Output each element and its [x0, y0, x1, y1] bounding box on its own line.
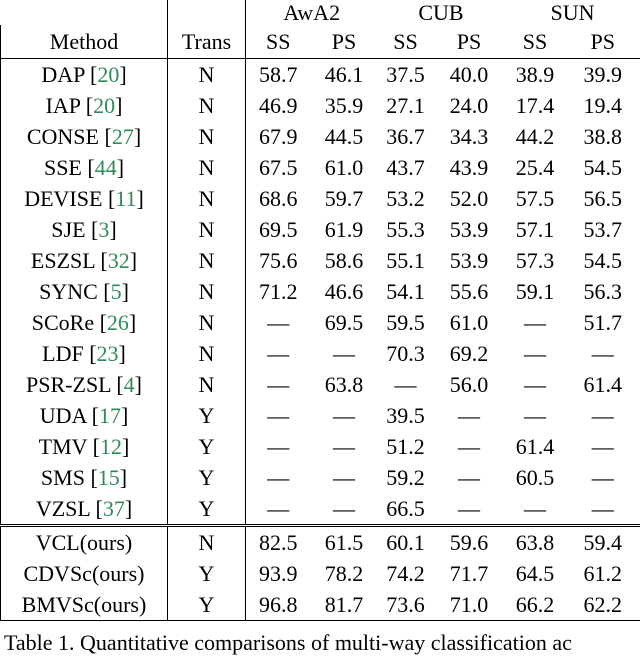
score-cell-cub-ss: 53.2 — [378, 183, 434, 214]
score-cell-sun-ps: 56.5 — [566, 183, 640, 214]
table-row — [1, 152, 640, 183]
score-cell-awa2-ps: 61.0 — [311, 152, 378, 183]
method-cell — [1, 369, 168, 400]
trans-cell: Y — [168, 558, 246, 589]
trans-cell: N — [168, 245, 246, 276]
trans-cell: N — [168, 307, 246, 338]
trans-cell: N — [168, 276, 246, 307]
score-cell-awa2-ss: 67.5 — [246, 152, 311, 183]
score-cell-awa2-ps: 78.2 — [311, 558, 378, 589]
method-name: BMVSc(ours) — [22, 592, 147, 617]
method-cell — [1, 589, 168, 621]
method-name: IAP — [46, 93, 81, 118]
score-cell-awa2-ss: 58.7 — [246, 59, 311, 91]
score-cell-sun-ps: 59.4 — [566, 526, 640, 559]
method-cell — [1, 493, 168, 526]
citation-link[interactable]: 5 — [111, 279, 122, 304]
table-row — [1, 589, 640, 621]
citation-bracket: [4] — [116, 372, 142, 397]
method-cell — [1, 183, 168, 214]
trans-cell: Y — [168, 493, 246, 526]
score-cell-cub-ss: 27.1 — [378, 90, 434, 121]
score-cell-sun-ss: — — [505, 369, 566, 400]
score-cell-cub-ss: 73.6 — [378, 589, 434, 621]
score-cell-sun-ps: 38.8 — [566, 121, 640, 152]
score-cell-awa2-ps: — — [311, 431, 378, 462]
score-cell-cub-ss: 66.5 — [378, 493, 434, 526]
score-cell-cub-ss: 55.1 — [378, 245, 434, 276]
score-cell-cub-ss: 59.2 — [378, 462, 434, 493]
trans-cell: N — [168, 183, 246, 214]
score-cell-awa2-ps: 58.6 — [311, 245, 378, 276]
score-cell-awa2-ps: 46.1 — [311, 59, 378, 91]
citation-bracket: [5] — [103, 279, 129, 304]
citation-bracket: [20] — [86, 93, 123, 118]
score-cell-cub-ps: 69.2 — [434, 338, 505, 369]
score-cell-cub-ss: 59.5 — [378, 307, 434, 338]
score-cell-cub-ps: 40.0 — [434, 59, 505, 91]
citation-link[interactable]: 26 — [107, 310, 129, 335]
score-cell-sun-ps: 56.3 — [566, 276, 640, 307]
column-header-row — [1, 25, 640, 59]
citation-link[interactable]: 20 — [93, 93, 115, 118]
score-cell-sun-ss: 59.1 — [505, 276, 566, 307]
score-cell-sun-ps: 39.9 — [566, 59, 640, 91]
score-cell-awa2-ss: — — [246, 462, 311, 493]
table-row — [1, 526, 640, 559]
citation-link[interactable]: 23 — [97, 341, 119, 366]
score-cell-cub-ss: 43.7 — [378, 152, 434, 183]
group-header-sun: SUN — [505, 0, 640, 25]
method-cell — [1, 431, 168, 462]
trans-cell: N — [168, 152, 246, 183]
table-row — [1, 400, 640, 431]
score-cell-awa2-ps: 81.7 — [311, 589, 378, 621]
table-row — [1, 493, 640, 526]
score-cell-awa2-ss: — — [246, 431, 311, 462]
group-header-row — [1, 0, 640, 25]
citation-bracket: [11] — [108, 186, 144, 211]
score-cell-awa2-ss: 68.6 — [246, 183, 311, 214]
citation-bracket: [27] — [104, 124, 141, 149]
citation-link[interactable]: 32 — [108, 248, 130, 273]
citation-link[interactable]: 27 — [112, 124, 134, 149]
score-cell-awa2-ps: 61.9 — [311, 214, 378, 245]
score-cell-sun-ss: 60.5 — [505, 462, 566, 493]
score-cell-sun-ss: 61.4 — [505, 431, 566, 462]
score-cell-awa2-ss: 93.9 — [246, 558, 311, 589]
trans-cell: N — [168, 121, 246, 152]
citation-link[interactable]: 11 — [115, 186, 136, 211]
score-cell-cub-ps: — — [434, 462, 505, 493]
score-cell-awa2-ps: 59.7 — [311, 183, 378, 214]
trans-cell: N — [168, 526, 246, 559]
table-row — [1, 369, 640, 400]
citation-link[interactable]: 15 — [98, 465, 120, 490]
method-name: SJE — [51, 217, 85, 242]
score-cell-awa2-ps: — — [311, 338, 378, 369]
score-cell-cub-ss: 51.2 — [378, 431, 434, 462]
score-cell-awa2-ps: 46.6 — [311, 276, 378, 307]
method-name: LDF — [42, 341, 84, 366]
table-row — [1, 183, 640, 214]
score-cell-cub-ss: 60.1 — [378, 526, 434, 559]
score-cell-cub-ss: 39.5 — [378, 400, 434, 431]
trans-cell: N — [168, 90, 246, 121]
score-cell-awa2-ss: — — [246, 338, 311, 369]
score-cell-awa2-ss: — — [246, 369, 311, 400]
method-name: SSE — [44, 155, 82, 180]
score-cell-awa2-ps: 69.5 — [311, 307, 378, 338]
score-cell-cub-ps: 71.7 — [434, 558, 505, 589]
score-cell-cub-ss: 54.1 — [378, 276, 434, 307]
method-cell — [1, 245, 168, 276]
score-cell-sun-ss: 66.2 — [505, 589, 566, 621]
trans-cell: N — [168, 214, 246, 245]
citation-bracket: [23] — [89, 341, 126, 366]
trans-cell: Y — [168, 462, 246, 493]
score-cell-sun-ss: 38.9 — [505, 59, 566, 91]
score-cell-awa2-ps: 35.9 — [311, 90, 378, 121]
score-cell-awa2-ss: 82.5 — [246, 526, 311, 559]
table-row — [1, 558, 640, 589]
citation-link[interactable]: 37 — [103, 496, 125, 521]
citation-link[interactable]: 44 — [95, 155, 117, 180]
score-cell-sun-ss: 57.1 — [505, 214, 566, 245]
trans-cell: N — [168, 59, 246, 91]
citation-bracket: [12] — [93, 434, 130, 459]
score-cell-sun-ps: 51.7 — [566, 307, 640, 338]
score-cell-sun-ps: 53.7 — [566, 214, 640, 245]
score-cell-awa2-ss: — — [246, 493, 311, 526]
score-cell-sun-ss: — — [505, 338, 566, 369]
column-header-method: Method — [1, 25, 168, 59]
method-name: TMV — [39, 434, 88, 459]
table-row — [1, 90, 640, 121]
score-cell-sun-ss: 64.5 — [505, 558, 566, 589]
score-cell-cub-ps: — — [434, 400, 505, 431]
score-cell-sun-ss: 17.4 — [505, 90, 566, 121]
table-row — [1, 462, 640, 493]
score-cell-awa2-ps: — — [311, 400, 378, 431]
score-cell-awa2-ss: — — [246, 400, 311, 431]
score-cell-sun-ss: 57.3 — [505, 245, 566, 276]
citation-link[interactable]: 17 — [99, 403, 121, 428]
score-cell-awa2-ps: 61.5 — [311, 526, 378, 559]
score-cell-sun-ss: 63.8 — [505, 526, 566, 559]
column-header-cub-ss: SS — [378, 25, 434, 59]
score-cell-sun-ps: 54.5 — [566, 245, 640, 276]
citation-link[interactable]: 3 — [98, 217, 109, 242]
score-cell-sun-ps: 19.4 — [566, 90, 640, 121]
table-row — [1, 431, 640, 462]
method-name: VZSL — [36, 496, 90, 521]
score-cell-awa2-ps: 44.5 — [311, 121, 378, 152]
score-cell-awa2-ss: 69.5 — [246, 214, 311, 245]
method-name: ESZSL — [31, 248, 95, 273]
score-cell-cub-ps: 59.6 — [434, 526, 505, 559]
method-cell — [1, 152, 168, 183]
score-cell-awa2-ps: — — [311, 462, 378, 493]
citation-bracket: [37] — [96, 496, 133, 521]
score-cell-sun-ss: — — [505, 400, 566, 431]
column-header-awa2-ps: PS — [311, 25, 378, 59]
score-cell-sun-ps: — — [566, 462, 640, 493]
trans-cell: Y — [168, 400, 246, 431]
score-cell-cub-ps: 53.9 — [434, 245, 505, 276]
table-row — [1, 245, 640, 276]
score-cell-cub-ps: 34.3 — [434, 121, 505, 152]
citation-bracket: [32] — [100, 248, 137, 273]
method-name: PSR-ZSL — [26, 372, 111, 397]
score-cell-sun-ss: — — [505, 493, 566, 526]
score-cell-sun-ps: 61.2 — [566, 558, 640, 589]
score-cell-cub-ps: — — [434, 493, 505, 526]
score-cell-awa2-ss: — — [246, 307, 311, 338]
method-name: SCoRe — [32, 310, 94, 335]
score-cell-awa2-ss: 96.8 — [246, 589, 311, 621]
score-cell-cub-ss: 74.2 — [378, 558, 434, 589]
score-cell-cub-ss: 36.7 — [378, 121, 434, 152]
method-name: VCL(ours) — [36, 530, 133, 555]
score-cell-cub-ss: 37.5 — [378, 59, 434, 91]
score-cell-cub-ss: — — [378, 369, 434, 400]
score-cell-sun-ps: 61.4 — [566, 369, 640, 400]
trans-cell: N — [168, 369, 246, 400]
score-cell-cub-ss: 55.3 — [378, 214, 434, 245]
table-row — [1, 276, 640, 307]
trans-cell: Y — [168, 589, 246, 621]
method-cell — [1, 338, 168, 369]
table-row — [1, 307, 640, 338]
method-cell — [1, 462, 168, 493]
table-row — [1, 121, 640, 152]
score-cell-sun-ss: 25.4 — [505, 152, 566, 183]
score-cell-sun-ps: 54.5 — [566, 152, 640, 183]
method-cell — [1, 276, 168, 307]
citation-link[interactable]: 4 — [124, 372, 135, 397]
score-cell-awa2-ss: 67.9 — [246, 121, 311, 152]
score-cell-cub-ps: 55.6 — [434, 276, 505, 307]
citation-link[interactable]: 20 — [97, 62, 119, 87]
trans-cell: Y — [168, 431, 246, 462]
score-cell-cub-ps: 43.9 — [434, 152, 505, 183]
group-header-awa2: AwA2 — [246, 0, 378, 25]
score-cell-cub-ps: 24.0 — [434, 90, 505, 121]
column-header-cub-ps: PS — [434, 25, 505, 59]
citation-bracket: [15] — [90, 465, 127, 490]
citation-bracket: [3] — [91, 217, 117, 242]
method-name: SYNC — [39, 279, 98, 304]
score-cell-sun-ps: — — [566, 431, 640, 462]
score-cell-cub-ps: 71.0 — [434, 589, 505, 621]
score-cell-cub-ss: 70.3 — [378, 338, 434, 369]
score-cell-awa2-ss: 75.6 — [246, 245, 311, 276]
score-cell-sun-ps: — — [566, 400, 640, 431]
method-name: CDVSc(ours) — [24, 561, 145, 586]
method-name: DEVISE — [24, 186, 102, 211]
method-cell — [1, 558, 168, 589]
score-cell-sun-ps: — — [566, 338, 640, 369]
method-cell — [1, 59, 168, 91]
score-cell-awa2-ps: 63.8 — [311, 369, 378, 400]
column-header-sun-ss: SS — [505, 25, 566, 59]
column-header-trans: Trans — [168, 25, 246, 59]
score-cell-cub-ps: 56.0 — [434, 369, 505, 400]
table-caption: Table 1. Quantitative comparisons of multi-way classification ac — [4, 628, 640, 658]
method-name: UDA — [40, 403, 86, 428]
score-cell-cub-ps: 53.9 — [434, 214, 505, 245]
method-cell — [1, 526, 168, 559]
table-row — [1, 338, 640, 369]
score-cell-cub-ps: 61.0 — [434, 307, 505, 338]
citation-link[interactable]: 12 — [100, 434, 122, 459]
score-cell-sun-ss: 57.5 — [505, 183, 566, 214]
score-cell-cub-ps: 52.0 — [434, 183, 505, 214]
score-cell-awa2-ss: 46.9 — [246, 90, 311, 121]
method-cell — [1, 214, 168, 245]
citation-bracket: [26] — [100, 310, 137, 335]
method-name: DAP — [41, 62, 84, 87]
group-header-cub: CUB — [378, 0, 505, 25]
column-header-sun-ps: PS — [566, 25, 640, 59]
citation-bracket: [20] — [90, 62, 127, 87]
score-cell-sun-ps: — — [566, 493, 640, 526]
method-cell — [1, 90, 168, 121]
method-cell — [1, 400, 168, 431]
trans-cell: N — [168, 338, 246, 369]
score-cell-awa2-ss: 71.2 — [246, 276, 311, 307]
score-cell-awa2-ps: — — [311, 493, 378, 526]
score-cell-sun-ss: — — [505, 307, 566, 338]
score-cell-cub-ps: — — [434, 431, 505, 462]
method-name: SMS — [41, 465, 85, 490]
score-cell-sun-ss: 44.2 — [505, 121, 566, 152]
method-cell — [1, 121, 168, 152]
method-cell — [1, 307, 168, 338]
citation-bracket: [17] — [92, 403, 129, 428]
table-row — [1, 214, 640, 245]
citation-bracket: [44] — [87, 155, 124, 180]
table-row — [1, 59, 640, 91]
column-header-awa2-ss: SS — [246, 25, 311, 59]
score-cell-sun-ps: 62.2 — [566, 589, 640, 621]
method-name: CONSE — [27, 124, 99, 149]
